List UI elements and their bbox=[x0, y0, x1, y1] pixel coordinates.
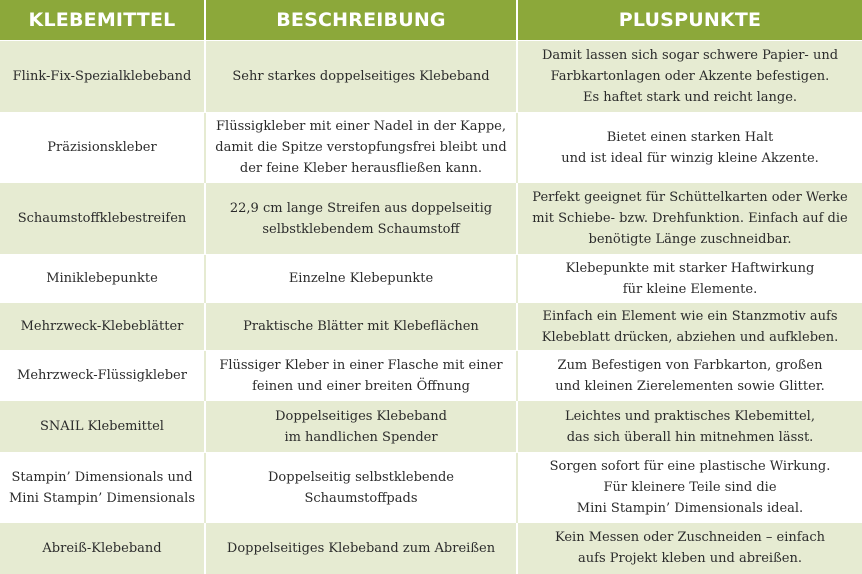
description-cell bbox=[205, 351, 517, 401]
benefits-cell bbox=[517, 351, 862, 401]
table-row bbox=[0, 351, 862, 401]
table-row bbox=[0, 41, 862, 113]
description-line: Praktische Blätter mit Klebeflächen bbox=[243, 319, 479, 334]
product-name-line: Mehrzweck-Flüssigkleber bbox=[17, 368, 187, 383]
benefits-line: das sich überall hin mitnehmen lässt. bbox=[566, 429, 814, 445]
product-name-cell bbox=[0, 113, 205, 183]
benefits-line: Kein Messen oder Zuschneiden – einfach bbox=[555, 530, 825, 546]
description-cell bbox=[205, 303, 517, 351]
benefits-cell bbox=[517, 303, 862, 351]
benefits-line: Leichtes und praktisches Klebemittel, bbox=[565, 408, 815, 424]
benefits-line: Mini Stampin’ Dimensionals ideal. bbox=[576, 501, 804, 516]
description-cell bbox=[205, 523, 517, 574]
header-pluspunkte: PLUSPUNKTE bbox=[517, 0, 862, 41]
benefits-line: und kleinen Zierelementen sowie Glitter. bbox=[555, 378, 825, 394]
product-name-cell bbox=[0, 303, 205, 351]
description-cell bbox=[205, 453, 517, 523]
product-name-line: Mehrzweck-Klebeblätter bbox=[20, 319, 184, 334]
description-line: selbstklebendem Schaumstoff bbox=[262, 221, 460, 237]
description-line: Flüssiger Kleber in einer Flasche mit einer bbox=[219, 357, 503, 373]
product-name-cell bbox=[0, 523, 205, 574]
benefits-cell bbox=[517, 41, 862, 113]
table-body bbox=[0, 41, 862, 574]
product-name-cell bbox=[0, 183, 205, 255]
description-line: Doppelseitiges Klebeband bbox=[275, 408, 447, 424]
description-line: Einzelne Klebepunkte bbox=[288, 271, 434, 286]
product-name-line: Miniklebepunkte bbox=[46, 271, 158, 286]
benefits-line: benötigte Länge zuschneidbar. bbox=[588, 232, 792, 247]
description-cell bbox=[205, 113, 517, 183]
benefits-cell bbox=[517, 453, 862, 523]
product-name-line: Mini Stampin’ Dimensionals bbox=[8, 490, 196, 506]
benefits-cell bbox=[517, 401, 862, 453]
description-line: Doppelseitiges Klebeband zum Abreißen bbox=[226, 540, 496, 556]
benefits-line: für kleine Elemente. bbox=[622, 281, 758, 297]
product-name-line: SNAIL Klebemittel bbox=[40, 419, 164, 434]
description-line: Schaumstoffpads bbox=[304, 490, 418, 506]
description-line: Doppelseitig selbstklebende bbox=[268, 469, 454, 485]
benefits-line: aufs Projekt kleben und abreißen. bbox=[578, 551, 802, 567]
product-name-cell bbox=[0, 351, 205, 401]
product-name-cell bbox=[0, 255, 205, 303]
table-row bbox=[0, 523, 862, 574]
description-cell bbox=[205, 183, 517, 255]
benefits-line: Zum Befestigen von Farbkarton, großen bbox=[557, 357, 823, 373]
benefits-line: Klebeblatt drücken, abziehen und aufkleben. bbox=[541, 329, 839, 345]
table-row bbox=[0, 303, 862, 351]
table-header bbox=[0, 0, 862, 41]
benefits-cell bbox=[517, 523, 862, 574]
description-line: 22,9 cm lange Streifen aus doppelseitig bbox=[229, 200, 493, 216]
description-line: Sehr starkes doppelseitiges Klebeband bbox=[232, 69, 490, 84]
table-row bbox=[0, 255, 862, 303]
product-name-line: Flink-Fix-Spezialklebeband bbox=[12, 69, 192, 84]
product-name-line: Präzisionskleber bbox=[47, 140, 157, 155]
product-name-cell bbox=[0, 41, 205, 113]
benefits-line: Bietet einen starken Halt bbox=[606, 129, 774, 145]
product-name-line: Stampin’ Dimensionals und bbox=[11, 469, 193, 485]
benefits-line: Klebepunkte mit starker Haftwirkung bbox=[565, 260, 815, 276]
table-row bbox=[0, 401, 862, 453]
product-name-line: Schaumstoffklebestreifen bbox=[17, 211, 187, 226]
table-row bbox=[0, 183, 862, 255]
description-line: Flüssigkleber mit einer Nadel in der Kappe, bbox=[216, 119, 506, 134]
description-cell bbox=[205, 401, 517, 453]
table-row bbox=[0, 113, 862, 183]
benefits-line: Damit lassen sich sogar schwere Papier- und bbox=[541, 48, 839, 63]
header-beschreibung: BESCHREIBUNG bbox=[205, 0, 517, 41]
benefits-line: Es haftet stark und reicht lange. bbox=[582, 90, 798, 105]
description-line: damit die Spitze verstopfungsfrei bleibt und bbox=[215, 140, 507, 155]
benefits-line: mit Schiebe- bzw. Drehfunktion. Einfach auf die bbox=[532, 211, 848, 226]
description-cell bbox=[205, 255, 517, 303]
description-line: im handlichen Spender bbox=[284, 429, 438, 445]
header-klebemittel: KLEBEMITTEL bbox=[0, 0, 205, 41]
description-line: der feine Kleber herausfließen kann. bbox=[239, 161, 483, 176]
benefits-line: und ist ideal für winzig kleine Akzente. bbox=[561, 150, 819, 166]
benefits-cell bbox=[517, 183, 862, 255]
product-name-cell bbox=[0, 453, 205, 523]
benefits-line: Perfekt geeignet für Schüttelkarten oder Werke bbox=[532, 190, 848, 205]
header-row bbox=[0, 0, 862, 41]
benefits-line: Farbkartonlagen oder Akzente befestigen. bbox=[550, 69, 830, 84]
benefits-line: Für kleinere Teile sind die bbox=[603, 480, 777, 495]
description-cell bbox=[205, 41, 517, 113]
table-row bbox=[0, 453, 862, 523]
benefits-line: Sorgen sofort für eine plastische Wirkung. bbox=[549, 459, 831, 474]
product-name-line: Abreiß-Klebeband bbox=[42, 540, 162, 556]
benefits-line: Einfach ein Element wie ein Stanzmotiv aufs bbox=[542, 308, 838, 324]
product-name-cell bbox=[0, 401, 205, 453]
benefits-cell bbox=[517, 255, 862, 303]
description-line: feinen und einer breiten Öffnung bbox=[252, 378, 470, 394]
benefits-cell bbox=[517, 113, 862, 183]
